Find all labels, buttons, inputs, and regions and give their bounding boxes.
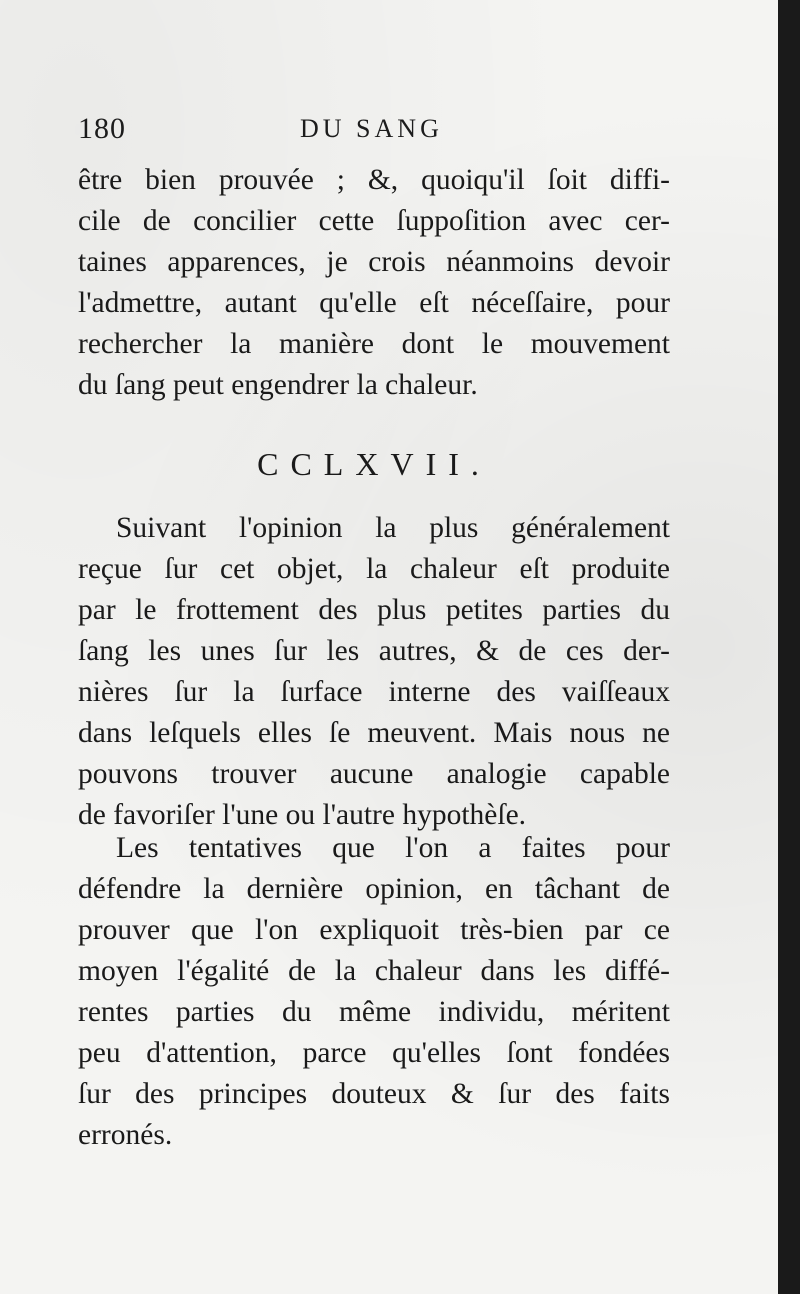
paragraph-3: [78, 828, 670, 1156]
text-line: cile de concilier cette ſuppoſition avec cer-: [78, 205, 670, 237]
text-line: défendre la dernière opinion, en tâchant de: [78, 873, 670, 905]
text-line: peu d'attention, parce qu'elles ſont fondées: [78, 1037, 670, 1069]
text-line: moyen l'égalité de la chaleur dans les diffé-: [78, 955, 670, 987]
paragraph-1: [78, 160, 670, 406]
text-line: être bien prouvée ; &, quoiqu'il ſoit diffi-: [78, 164, 670, 196]
text-line: pouvons trouver aucune analogie capable: [78, 758, 670, 790]
text-line: Les tentatives que l'on a faites pour: [116, 832, 670, 864]
text-line: nières ſur la ſurface interne des vaiſſeaux: [78, 676, 670, 708]
section-heading: CCLXVII.: [257, 446, 491, 482]
text-line: ſang les unes ſur les autres, & de ces der-: [78, 635, 670, 667]
text-line: rechercher la manière dont le mouvement: [78, 328, 670, 360]
text-line: prouver que l'on expliquoit très-bien par ce: [78, 914, 670, 946]
text-line: dans leſquels elles ſe meuvent. Mais nous ne: [78, 717, 670, 749]
text-line: de favoriſer l'une ou l'autre hypothèſe.: [78, 799, 527, 831]
text-line: Suivant l'opinion la plus généralement: [116, 512, 670, 544]
page-header: [78, 108, 670, 148]
paragraph-2: [78, 508, 670, 836]
text-line: erronés.: [78, 1119, 173, 1151]
text-line: reçue ſur cet objet, la chaleur eſt produite: [78, 553, 670, 585]
running-head: DU SANG: [300, 114, 443, 143]
text-line: du ſang peut engendrer la chaleur.: [78, 369, 478, 401]
text-line: taines apparences, je crois néanmoins devoir: [78, 246, 670, 278]
text-line: par le frottement des plus petites parties du: [78, 594, 670, 626]
text-line: rentes parties du même individu, méritent: [78, 996, 670, 1028]
text-line: ſur des principes douteux & ſur des faits: [78, 1078, 670, 1110]
text-line: l'admettre, autant qu'elle eſt néceſſaire, pour: [78, 287, 670, 319]
page-number: 180: [78, 112, 126, 145]
